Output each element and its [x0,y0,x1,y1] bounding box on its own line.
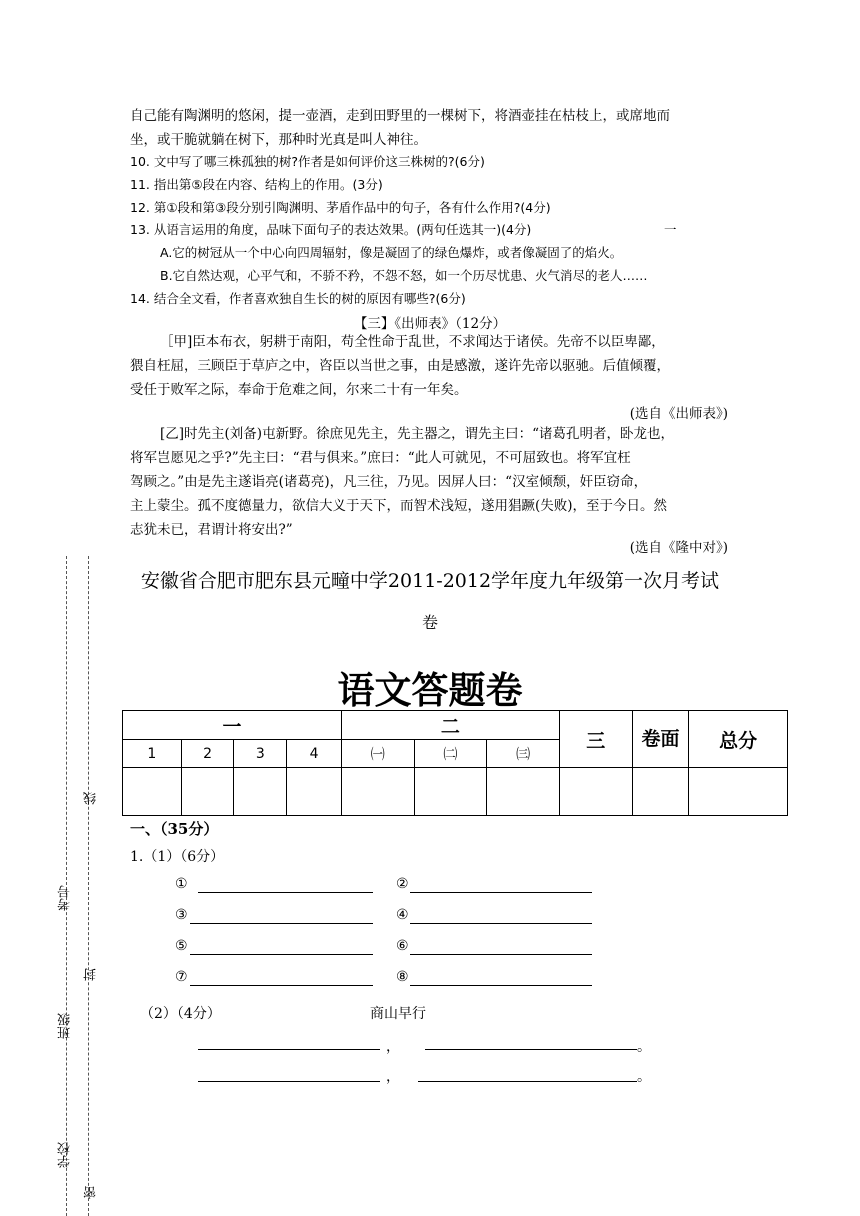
blank-number: ⑦ [175,969,188,985]
exam-title-cont: 卷 [421,613,438,632]
question-13-option-b: B.它自然达观，心平气和，不骄不矜，不怨不怒，如一个历尽忧患、火气消尽的老人…… [160,268,648,283]
answer-blank[interactable] [190,923,373,924]
blank-number: ① [175,876,188,892]
blank-number: ⑧ [396,969,409,985]
question-13-option-a: A.它的树冠从一个中心向四周辐射，像是凝固了的绿色爆炸，或者像凝固了的焰火。 [160,245,623,260]
header-total: 总分 [689,711,788,768]
header-paper: 卷面 [632,711,689,768]
poem-blank[interactable] [198,1081,380,1082]
exam-title: 安徽省合肥市肥东县元疃中学2011-2012学年度九年级第一次月考试 [140,570,720,592]
score-cell[interactable] [123,768,182,816]
passage-yi-line: [乙]时先主(刘备)屯新野。徐庶见先主，先主器之，谓先主曰：“诸葛孔明者，卧龙也， [160,426,674,442]
passage-jia-line: 受任于败军之际，奉命于危难之间，尔来二十有一年矣。 [130,382,468,398]
subheader: 2 [181,740,234,768]
blank-number: ④ [396,907,409,923]
comma: ， [386,1069,400,1085]
score-cell[interactable] [287,768,342,816]
score-cell[interactable] [487,768,560,816]
comma: ， [386,1039,400,1055]
blank-number: ③ [175,907,188,923]
binding-line [88,556,89,1216]
margin-label-feng: 封 [84,968,99,981]
poem-blank[interactable] [198,1049,380,1050]
margin-label-banji: 班级 [58,1013,73,1039]
question-11: 11. 指出第⑤段在内容、结构上的作用。(3分) [130,177,383,192]
answer-blank[interactable] [410,985,592,986]
answer-blank[interactable] [198,892,373,893]
period: 。 [637,1039,651,1055]
passage-yi-line: 志犹未已，君谓计将安出?” [130,522,293,538]
answer-blank[interactable] [410,923,592,924]
section-heading: 【三】《出师表》（12分） [353,316,507,332]
subheader: 4 [287,740,342,768]
score-cell[interactable] [234,768,287,816]
score-cell[interactable] [181,768,234,816]
blank-number: ⑥ [396,938,409,954]
answer-blank[interactable] [410,892,592,893]
score-cell[interactable] [632,768,689,816]
score-cell[interactable] [414,768,487,816]
passage-yi-line: 主上蒙尘。孤不度德量力，欲信大义于天下，而智术浅短，遂用猖蹶(失败)，至于今日。然 [130,498,668,514]
passage-jia-line: ［甲]臣本布衣，躬耕于南阳，苟全性命于乱世，不求闻达于诸侯。先帝不以臣卑鄙， [160,334,665,350]
score-table [122,710,788,816]
question-10: 10. 文中写了哪三株孤独的树?作者是如何评价这三株树的?(6分) [130,154,485,169]
margin-label-xian: 线 [84,792,99,805]
header-part-one: 一 [123,711,342,740]
source-citation: (选自《隆中对》) [629,540,728,556]
margin-label-mi: 密 [84,1186,99,1199]
subheader: ㈡ [414,740,487,768]
question-1-1-label: 1.（1）（6分） [130,849,225,865]
poem-blank[interactable] [418,1081,637,1082]
subheader: 1 [123,740,182,768]
subheader: 3 [234,740,287,768]
question-12: 12. 第①段和第③段分别引陶渊明、茅盾作品中的句子，各有什么作用?(4分) [130,200,551,215]
score-cell[interactable] [689,768,788,816]
passage-jia-line: 猥自枉屈，三顾臣于草庐之中，咨臣以当世之事，由是感激，遂许先帝以驱驰。后值倾覆， [130,358,670,374]
blank-number: ⑤ [175,938,188,954]
part-one-heading: 一、（35分） [130,820,219,838]
passage-yi-line: 驾顾之。”由是先主遂诣亮(诸葛亮)，凡三往，乃见。因屏人曰：“汉室倾颓，奸臣窃命， [130,474,648,490]
poem-title: 商山早行 [370,1006,426,1022]
question-1-2-label: （2）（4分） [140,1006,221,1022]
header-part-three: 三 [559,711,632,768]
source-citation: (选自《出师表》) [629,406,728,422]
margin-label-kaohao: 考号 [58,885,73,911]
answer-sheet-title: 语文答题卷 [337,669,523,712]
margin-label-xuexiao: 学校 [58,1142,73,1168]
subheader: ㈢ [487,740,560,768]
poem-blank[interactable] [425,1049,637,1050]
passage-line: 自己能有陶渊明的悠闲，提一壶酒，走到田野里的一棵树下，将酒壶挂在枯枝上，或席地而 [130,108,670,124]
question-13-dash: 一 [664,222,677,237]
answer-blank[interactable] [410,954,592,955]
answer-blank[interactable] [190,985,373,986]
subheader: ㈠ [341,740,414,768]
period: 。 [637,1069,651,1085]
question-14: 14. 结合全文看，作者喜欢独自生长的树的原因有哪些?(6分) [130,291,466,306]
passage-line: 坐，或干脆就躺在树下，那种时光真是叫人神往。 [130,132,427,148]
passage-yi-line: 将军岂愿见之乎?”先主曰：“君与俱来。”庶曰：“此人可就见，不可屈致也。将军宜枉 [130,450,631,466]
answer-blank[interactable] [190,954,373,955]
blank-number: ② [396,876,409,892]
header-part-two: 二 [341,711,559,740]
score-cell[interactable] [341,768,414,816]
question-13: 13. 从语言运用的角度，品味下面句子的表达效果。(两句任选其一)(4分) [130,222,532,237]
score-cell[interactable] [559,768,632,816]
